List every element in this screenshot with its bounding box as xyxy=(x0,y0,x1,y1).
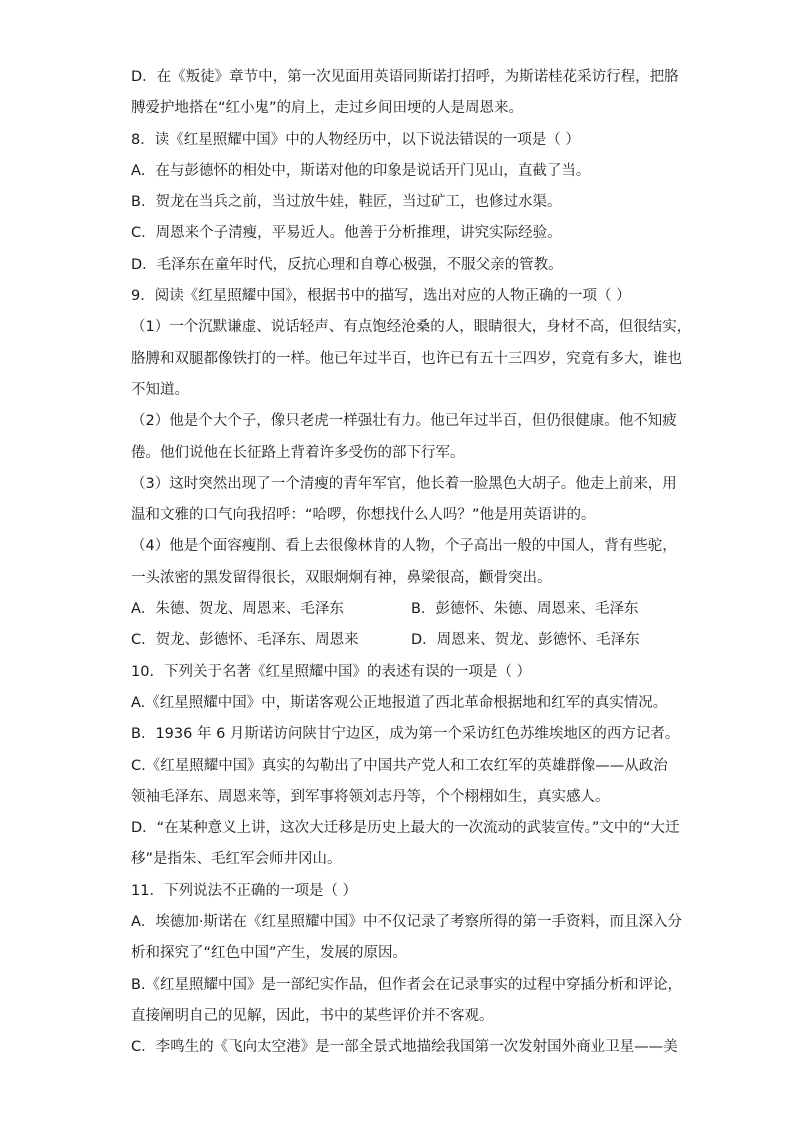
question-9-option-d: D．周恩来、贺龙、彭德怀、毛泽东 xyxy=(411,632,640,649)
question-8-option-d: D．毛泽东在童年时代，反抗心理和自尊心极强，不服父亲的管教。 xyxy=(131,256,563,273)
question-9-option-b: B．彭德怀、朱德、周恩来、毛泽东 xyxy=(411,601,639,618)
question-9-option-c: C．贺龙、彭德怀、毛泽东、周恩来 xyxy=(131,632,359,649)
question-10-option-d-cont: 移”是指朱、毛红军会师井冈山。 xyxy=(131,851,342,868)
question-9-option-a: A．朱德、贺龙、周恩来、毛泽东 xyxy=(131,601,344,618)
question-11-option-c: C．李鸣生的《飞向太空港》是一部全景式地描绘我国第一次发射国外商业卫星——美 xyxy=(131,1039,678,1056)
question-9-passage-line: （2）他是个大个子，像只老虎一样强壮有力。他已年过半百，但仍很健康。他不知疲 xyxy=(131,413,677,430)
question-11-option-a: A．埃德加·斯诺在《红星照耀中国》中不仅记录了考察所得的第一手资料，而且深入分 xyxy=(131,914,683,931)
text-line: D．在《叛徒》章节中，第一次见面用英语同斯诺打招呼，为斯诺桂花采访行程，把胳 xyxy=(131,69,679,85)
question-11-option-b-cont: 直接阐明自己的见解，因此，书中的某些评价并不客观。 xyxy=(131,1007,494,1024)
question-8-option-a: A．在与彭德怀的相处中，斯诺对他的印象是说话开门见山，直截了当。 xyxy=(131,162,591,179)
text-line: 膊爱护地搭在“红小鬼”的肩上，走过乡间田埂的人是周恩来。 xyxy=(131,100,524,117)
question-8-option-b: B．贺龙在当兵之前，当过放牛娃，鞋匠，当过矿工，也修过水渠。 xyxy=(131,194,562,211)
question-9-passage-line: 倦。他们说他在长征路上背着许多受伤的部下行军。 xyxy=(131,444,465,461)
question-10-stem: 10．下列关于名著《红星照耀中国》的表述有误的一项是（ ） xyxy=(131,663,532,680)
question-8-stem: 8．读《红星照耀中国》中的人物经历中，以下说法错误的一项是（ ） xyxy=(131,131,580,148)
question-11-option-a-cont: 析和探究了“红色中国”产生，发展的原因。 xyxy=(131,945,408,962)
question-11-option-b: B.《红星照耀中国》是一部纪实作品，但作者会在记录事实的过程中穿插分析和评论， xyxy=(131,976,683,993)
question-9-passage-line: （3）这时突然出现了一个清瘦的青年军官，他长着一脸黑色大胡子。他走上前来，用 xyxy=(131,475,677,492)
question-8-option-c: C．周恩来个子清瘦，平易近人。他善于分析推理，讲究实际经验。 xyxy=(131,225,562,242)
question-10-option-a: A.《红星照耀中国》中，斯诺客观公正地报道了西北革命根据地和红军的真实情况。 xyxy=(131,694,668,711)
question-9-stem: 9．阅读《红星照耀中国》，根据书中的描写，选出对应的人物正确的一项（ ） xyxy=(131,288,631,305)
question-9-options-row xyxy=(131,594,698,625)
question-9-passage-line: 不知道。 xyxy=(131,381,189,398)
question-9-options-row xyxy=(131,625,698,656)
question-9-passage-line: 温和文雅的口气向我招呼：“哈啰，你想找什么人吗？”他是用英语讲的。 xyxy=(131,507,596,524)
question-9-passage-line: （1）一个沉默谦虚、说话轻声、有点饱经沧桑的人，眼睛很大，身材不高，但很结实， xyxy=(131,319,692,336)
question-9-passage-line: （4）他是个面容瘦削、看上去很像林肯的人物，个子高出一般的中国人，背有些驼， xyxy=(131,538,677,555)
question-10-option-c: C.《红星照耀中国》真实的勾勒出了中国共产党人和工农红军的英雄群像——从政治 xyxy=(131,757,668,774)
question-9-passage-line: 胳膊和双腿都像铁打的一样。他已年过半百，也许已有五十三四岁，究竟有多大，谁也 xyxy=(131,350,682,367)
question-9-passage-line: 一头浓密的黑发留得很长，双眼炯炯有神，鼻梁很高，颧骨突出。 xyxy=(131,569,552,586)
question-10-option-d: D．“在某种意义上讲，这次大迁移是历史上最大的一次流动的武装宣传。”文中的“大迁 xyxy=(131,820,680,837)
question-10-option-b: B．1936 年 6 月斯诺访问陕甘宁边区，成为第一个采访红色苏维埃地区的西方记者。 xyxy=(131,726,680,743)
question-10-option-c-cont: 领袖毛泽东、周恩来等，到军事将领刘志丹等，个个栩栩如生，真实感人。 xyxy=(131,788,610,805)
question-11-stem: 11．下列说法不正确的一项是（ ） xyxy=(131,882,358,899)
